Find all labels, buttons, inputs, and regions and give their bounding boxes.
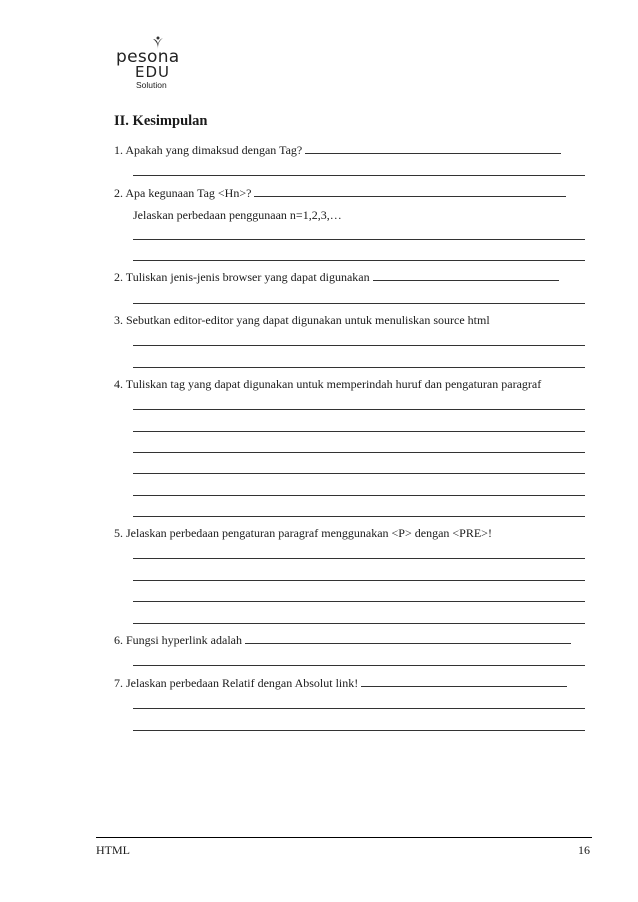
answer-blank[interactable]: [245, 633, 571, 644]
question-4: 3. Sebutkan editor-editor yang dapat digunakan untuk menuliskan source html: [114, 313, 490, 327]
question-8-text: 7. Jelaskan perbedaan Relatif dengan Absolut link!: [114, 676, 362, 690]
question-7: [114, 633, 571, 647]
question-3: [114, 270, 559, 284]
answer-line[interactable]: [133, 473, 585, 474]
logo-solution-text: Solution: [136, 80, 167, 90]
answer-line[interactable]: [133, 495, 585, 496]
answer-line[interactable]: [133, 580, 585, 581]
question-5: 4. Tuliskan tag yang dapat digunakan untuk memperindah huruf dan pengaturan paragraf: [114, 377, 542, 391]
section-heading: II. Kesimpulan: [114, 113, 208, 129]
question-2-sub: Jelaskan perbedaan penggunaan n=1,2,3,…: [133, 208, 342, 222]
answer-blank[interactable]: [361, 676, 567, 687]
answer-line[interactable]: [133, 452, 585, 453]
answer-line[interactable]: [133, 558, 585, 559]
answer-line[interactable]: [133, 516, 585, 517]
answer-line[interactable]: [133, 409, 585, 410]
answer-line[interactable]: [133, 665, 585, 666]
answer-blank[interactable]: [254, 186, 566, 197]
question-2: [114, 186, 566, 200]
question-1-text: 1. Apakah yang dimaksud dengan Tag?: [114, 143, 306, 157]
question-6: 5. Jelaskan perbedaan pengaturan paragraf menggunakan <P> dengan <PRE>!: [114, 526, 492, 540]
answer-line[interactable]: [133, 367, 585, 368]
answer-line[interactable]: [133, 431, 585, 432]
answer-line[interactable]: [133, 730, 585, 731]
answer-line[interactable]: [133, 303, 585, 304]
answer-line[interactable]: [133, 175, 585, 176]
question-8: [114, 676, 567, 690]
page-number: 16: [578, 843, 590, 857]
logo-edu-text: EDU: [135, 63, 171, 81]
answer-line[interactable]: [133, 345, 585, 346]
footer-divider: [96, 837, 592, 838]
question-1: [114, 143, 561, 157]
answer-blank[interactable]: [373, 270, 559, 281]
pesona-edu-logo: [114, 36, 194, 92]
answer-line[interactable]: [133, 239, 585, 240]
answer-blank[interactable]: [305, 143, 561, 154]
answer-line[interactable]: [133, 708, 585, 709]
answer-line[interactable]: [133, 623, 585, 624]
question-3-text: 2. Tuliskan jenis-jenis browser yang dapat digunakan: [114, 270, 373, 284]
question-7-text: 6. Fungsi hyperlink adalah: [114, 633, 245, 647]
logo-brand-text: pesona: [116, 47, 180, 67]
answer-line[interactable]: [133, 601, 585, 602]
question-2-text: 2. Apa kegunaan Tag <Hn>?: [114, 186, 255, 200]
answer-line[interactable]: [133, 260, 585, 261]
footer-title: HTML: [96, 843, 130, 857]
